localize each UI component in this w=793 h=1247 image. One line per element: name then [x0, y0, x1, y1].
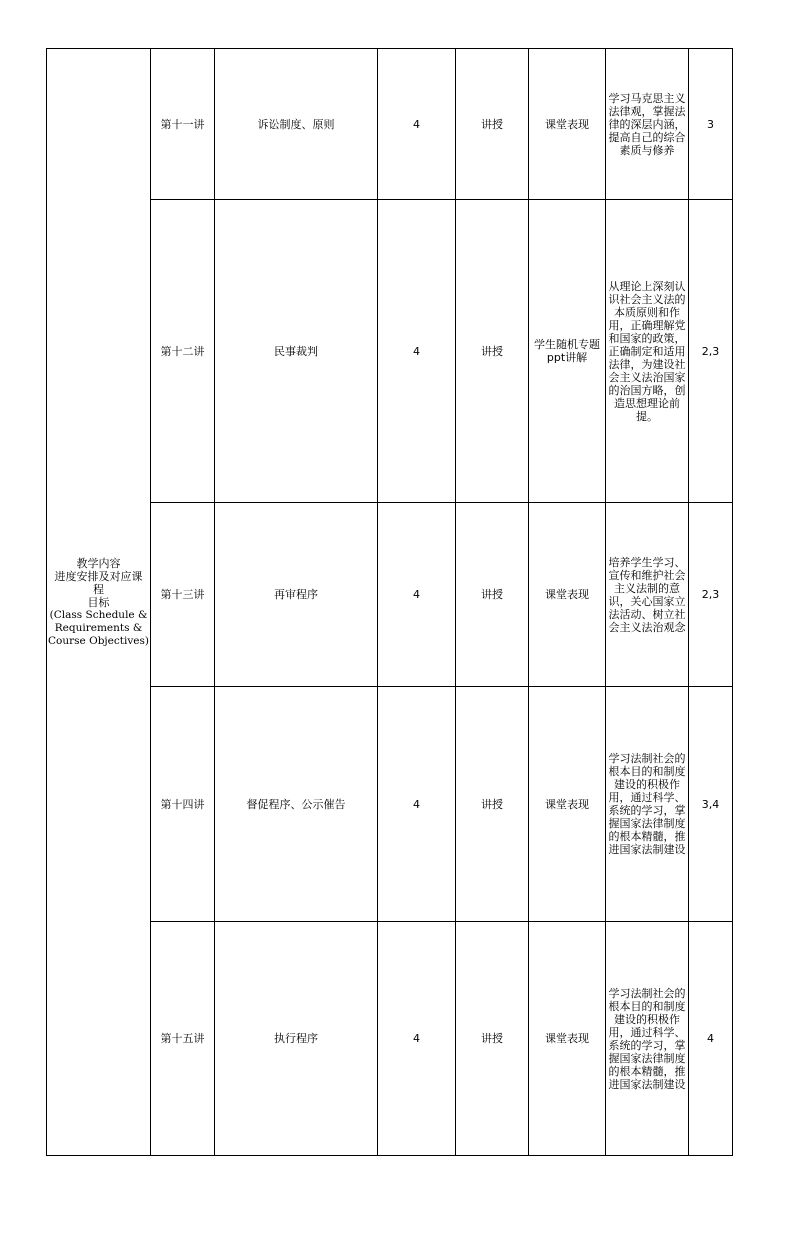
- lecture-cell: 第十四讲: [151, 687, 215, 922]
- section-title-line3: 程: [93, 582, 104, 596]
- section-title-line1: 教学内容: [76, 556, 121, 570]
- hours-cell: 4: [378, 49, 456, 200]
- assessment-cell: 课堂表现: [529, 503, 606, 687]
- assessment-cell: 课堂表现: [529, 49, 606, 200]
- lecture-cell: 第十二讲: [151, 200, 215, 503]
- hours-cell: 4: [378, 922, 456, 1156]
- section-title-line4: 目标: [87, 595, 110, 609]
- objectives-cell: 2,3: [689, 503, 733, 687]
- method-cell: 讲授: [456, 503, 529, 687]
- topic-cell: 执行程序: [215, 922, 378, 1156]
- topic-cell: 民事裁判: [215, 200, 378, 503]
- assessment-cell: 课堂表现: [529, 687, 606, 922]
- lecture-cell: 第十一讲: [151, 49, 215, 200]
- objectives-cell: 3: [689, 49, 733, 200]
- objectives-cell: 3,4: [689, 687, 733, 922]
- method-cell: 讲授: [456, 687, 529, 922]
- lecture-cell: 第十五讲: [151, 922, 215, 1156]
- hours-cell: 4: [378, 687, 456, 922]
- topic-cell: 再审程序: [215, 503, 378, 687]
- goal-cell: 学习法制社会的根本目的和制度建设的积极作用，通过科学、系统的学习，掌握国家法律制度的根本精髓，推进国家法制建设: [606, 922, 689, 1156]
- section-title-line2: 进度安排及对应课: [54, 569, 143, 583]
- goal-cell: 从理论上深刻认识社会主义法的本质原则和作用，正确理解党和国家的政策，正确制定和适用法律，为建设社会主义法治国家的治国方略，创造思想理论前提。: [606, 200, 689, 503]
- objectives-cell: 4: [689, 922, 733, 1156]
- objectives-cell: 2,3: [689, 200, 733, 503]
- method-cell: 讲授: [456, 49, 529, 200]
- assessment-cell: 课堂表现: [529, 922, 606, 1156]
- section-title-english: (Class Schedule & Requirements & Course Objectives): [48, 608, 149, 647]
- goal-cell: 学习法制社会的根本目的和制度建设的积极作用，通过科学、系统的学习，掌握国家法律制度的根本精髓，推进国家法制建设: [606, 687, 689, 922]
- topic-cell: 督促程序、公示催告: [215, 687, 378, 922]
- method-cell: 讲授: [456, 200, 529, 503]
- goal-cell: 学习马克思主义法律观，掌握法律的深层内涵，提高自己的综合素质与修养: [606, 49, 689, 200]
- lecture-cell: 第十三讲: [151, 503, 215, 687]
- goal-cell: 培养学生学习、宣传和维护社会主义法制的意识，关心国家立法活动、树立社会主义法治观念: [606, 503, 689, 687]
- section-header-cell: [47, 49, 151, 1156]
- hours-cell: 4: [378, 503, 456, 687]
- table-row: [47, 49, 733, 200]
- assessment-cell: 学生随机专题ppt讲解: [529, 200, 606, 503]
- topic-cell: 诉讼制度、原则: [215, 49, 378, 200]
- method-cell: 讲授: [456, 922, 529, 1156]
- schedule-table: [46, 48, 733, 1156]
- hours-cell: 4: [378, 200, 456, 503]
